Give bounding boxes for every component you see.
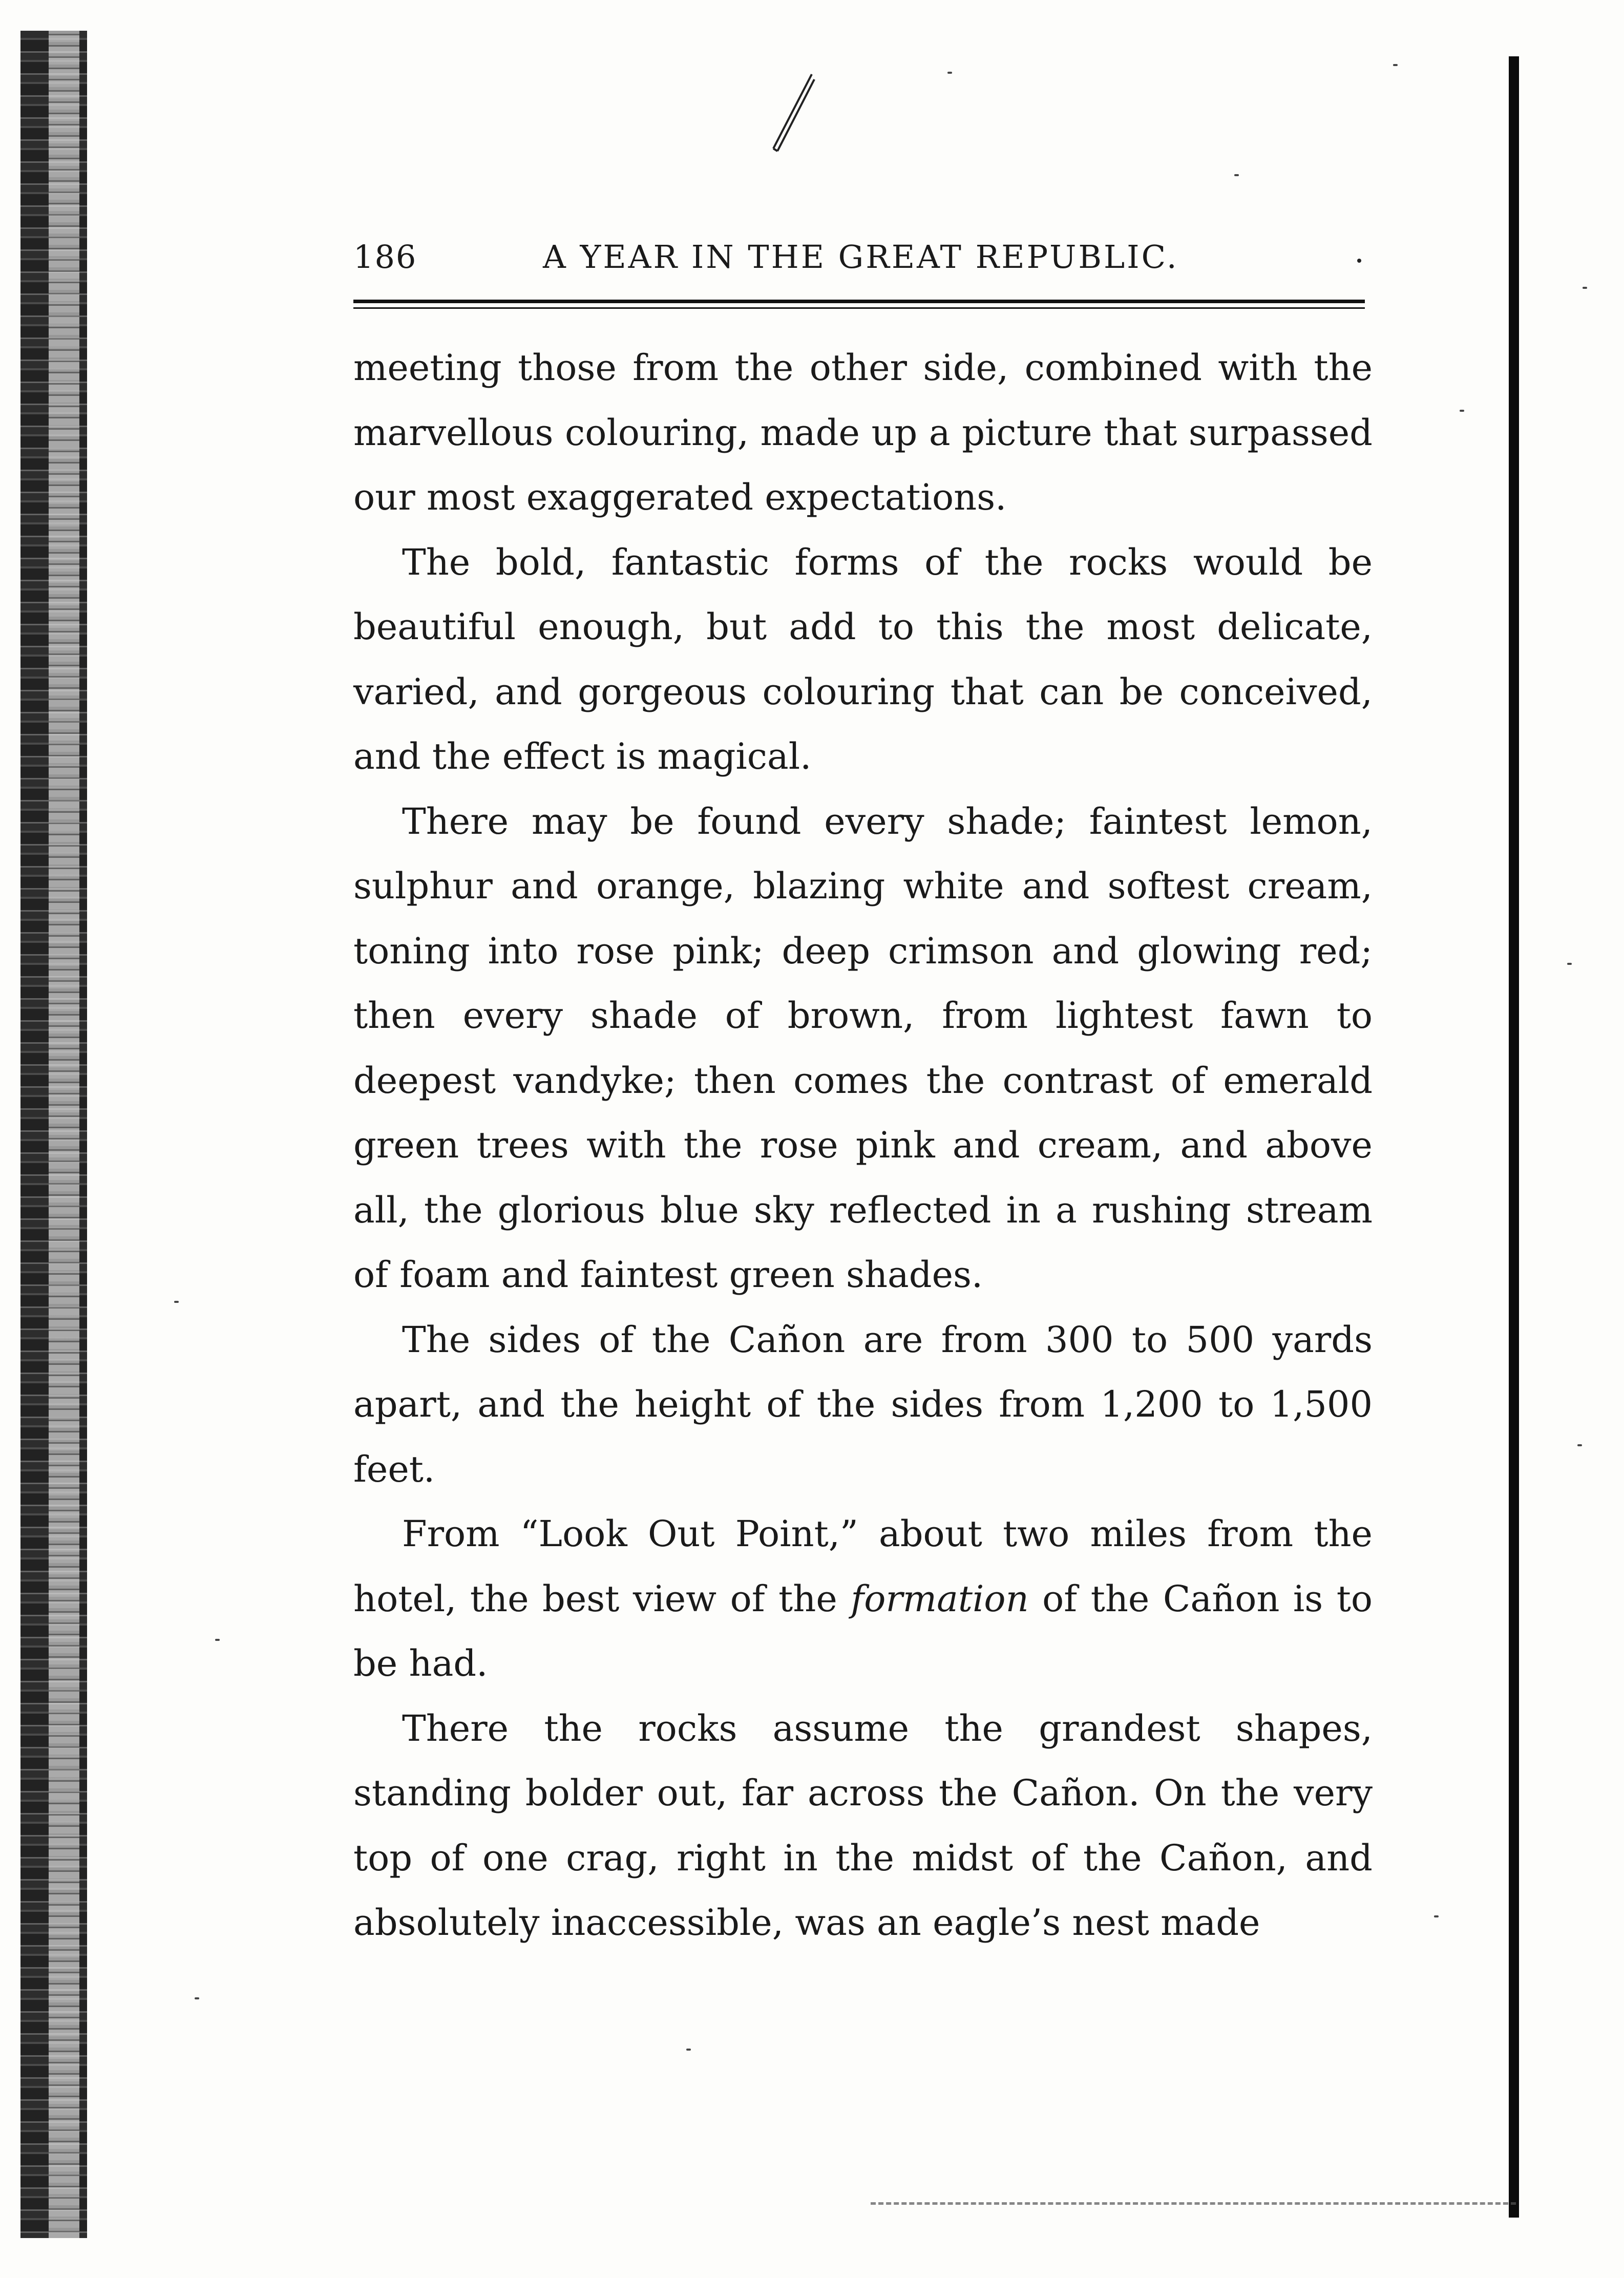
speck (1577, 1444, 1582, 1446)
binding-shadow (49, 31, 79, 2238)
paragraph-2: The bold, fantastic forms of the rocks would be beautiful enough, but add to this the most delicate, varied, and gorgeous colouring that can be conceived, and the effect is magical. (353, 541, 1373, 777)
pencil-slash-mark-icon (763, 72, 819, 154)
page-number: 186 (353, 238, 417, 276)
speck (195, 1997, 199, 1999)
header-rule (353, 300, 1365, 303)
speck (1460, 410, 1464, 412)
paragraph-5-text-a: From “Look Out Point,” about two miles from the hotel, the best view of the (353, 1513, 1373, 1620)
page-border-line (1509, 56, 1519, 2218)
speck (1567, 963, 1572, 965)
header-dot (1357, 259, 1361, 263)
running-title: A YEAR IN THE GREAT REPUBLIC. (543, 238, 1179, 276)
running-header (353, 238, 1378, 284)
speck (686, 2049, 691, 2051)
speck (174, 1301, 179, 1303)
header-rule-thin (353, 307, 1365, 309)
paragraph-5-italic: formation (851, 1577, 1029, 1620)
paragraph-1: meeting those from the other side, combined with the marvellous colouring, made up a picture that surpassed our most exaggerated expectations. (353, 347, 1373, 518)
paragraph-5 (353, 1502, 1373, 1696)
speck (1393, 64, 1398, 66)
speck (215, 1639, 220, 1641)
speck (1583, 287, 1587, 289)
speck (1234, 174, 1239, 176)
body-text (353, 335, 1373, 1955)
paragraph-4: The sides of the Cañon are from 300 to 500 yards apart, and the height of the sides from 1,200 to 1,500 feet. (353, 1318, 1373, 1490)
footer-smudge (871, 2202, 1516, 2215)
speck (947, 72, 952, 74)
paragraph-3: There may be found every shade; faintest lemon, sulphur and orange, blazing white and softest cream, toning into rose pink; deep crimson and glowing red; then every shade of brown, from lightest fawn to deepest vandyke; then comes the contrast of emerald green trees with the rose pink and cream, and above all, the glorious blue sky reflected in a rushing stream of foam and faintest green shades. (353, 800, 1373, 1296)
paragraph-5-text-b: of the Cañon is to be had. (353, 1577, 1373, 1684)
paragraph-6: There the rocks assume the grandest shapes, standing bolder out, far across the Cañon. On the very top of one crag, right in the midst of the Cañon, and absolutely inaccessible, was an eagle’s nest made (353, 1707, 1373, 1944)
speck (1434, 1915, 1439, 1917)
